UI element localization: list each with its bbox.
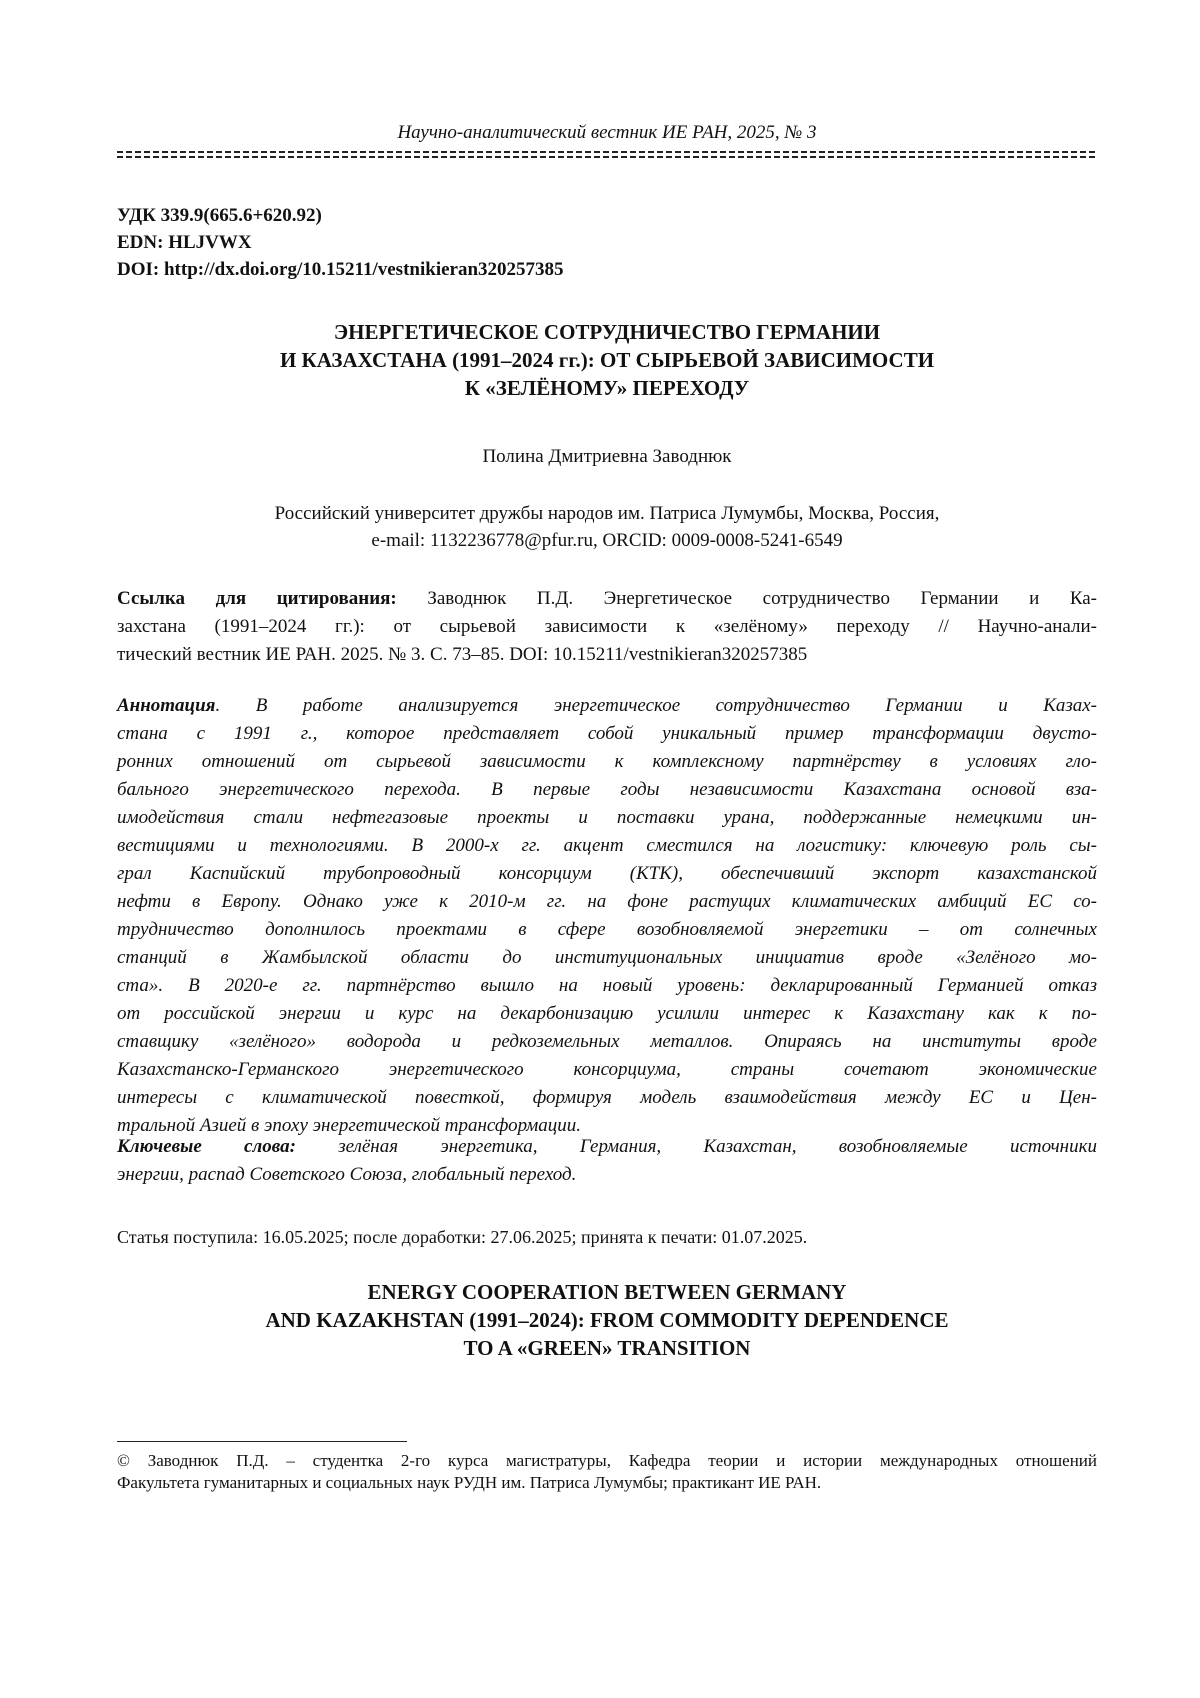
title-en-line: AND KAZAKHSTAN (1991–2024): FROM COMMODITY DEPENDENCE [265, 1308, 949, 1332]
citation-line: тический вестник ИЕ РАН. 2025. № 3. С. 73–85. DOI: 10.15211/vestnikieran320257385 [117, 644, 808, 665]
header-divider [117, 149, 1097, 161]
abstract-line: имодействия стали нефтегазовые проекты и поставки урана, поддержанные немецкими ин- [117, 807, 1097, 828]
abstract-line: ронних отношений от сырьевой зависимости к комплексному партнёрству в условиях гло- [117, 751, 1097, 772]
received-dates: Статья поступила: 16.05.2025; после доработки: 27.06.2025; принята к печати: 01.07.2025. [117, 1227, 808, 1247]
abstract-line: стана с 1991 г., которое представляет собой уникальный пример трансформации двусто- [117, 723, 1097, 744]
affiliation-line: Российский университет дружбы народов им. Патриса Лумумбы, Москва, Россия, [274, 503, 940, 524]
abstract-line: грал Каспийский трубопроводный консорциум (КТК), обеспечивший экспорт казахстанской [117, 863, 1097, 884]
abstract-line: от российской энергии и курс на декарбонизацию усилили интерес к Казахстану как к по- [117, 1003, 1097, 1024]
abstract-label: Аннотация [117, 695, 216, 716]
author-name: Полина Дмитриевна Заводнюк [482, 446, 732, 467]
article-meta [117, 202, 564, 283]
footnote-line: Факультета гуманитарных и социальных наук РУДН им. Патриса Лумумбы; практикант ИЕ РАН. [117, 1473, 822, 1492]
citation-block [117, 585, 1097, 669]
abstract-line: ставщику «зелёного» водорода и редкоземельных металлов. Опираясь на институты вроде [117, 1031, 1097, 1052]
keywords-block [117, 1133, 1097, 1189]
title-en-line: ENERGY COOPERATION BETWEEN GERMANY [367, 1280, 847, 1304]
citation-label: Ссылка для цитирования: [117, 588, 397, 609]
abstract-line: Аннотация. В работе анализируется энергетическое сотрудничество Германии и Казах- [117, 695, 1097, 716]
article-title-en [117, 1278, 1097, 1362]
title-ru-line: И КАЗАХСТАНА (1991–2024 гг.): ОТ СЫРЬЕВОЙ ЗАВИСИМОСТИ [279, 348, 935, 372]
abstract-block [117, 692, 1097, 1140]
citation-line: захстана (1991–2024 гг.): от сырьевой зависимости к «зелёному» переходу // Научно-анали- [117, 616, 1097, 637]
abstract-line: Казахстанско-Германского энергетического консорциума, страны сочетают экономические [117, 1059, 1097, 1080]
author-affiliation [117, 500, 1097, 554]
doi-link[interactable]: DOI: http://dx.doi.org/10.15211/vestnikieran320257385 [117, 259, 564, 280]
abstract-line: ста». В 2020-е гг. партнёрство вышло на новый уровень: декларированный Германией отказ [117, 975, 1097, 996]
abstract-line: трудничество дополнилось проектами в сфере возобновляемой энергетики – от солнечных [117, 919, 1097, 940]
footnote [117, 1450, 1097, 1494]
title-en-line: TO A «GREEN» TRANSITION [463, 1336, 751, 1360]
abstract-line: интересы с климатической повесткой, формируя модель взаимодействия между ЕС и Цен- [117, 1087, 1097, 1108]
affiliation-contacts: e-mail: 1132236778@pfur.ru, ORCID: 0009-0008-5241-6549 [371, 530, 843, 551]
running-header: Научно-аналитический вестник ИЕ РАН, 2025, № 3 [397, 122, 817, 143]
abstract-line: станций в Жамбылской области до институциональных инициатив вроде «Зелёного мо- [117, 947, 1097, 968]
abstract-line: вестициями и технологиями. В 2000-х гг. акцент сместился на логистику: ключевую роль сы- [117, 835, 1097, 856]
footnote-divider [117, 1441, 407, 1442]
abstract-line: нефти в Европу. Однако уже к 2010-м гг. на фоне растущих климатических амбиций ЕС со- [117, 891, 1097, 912]
edn-code: EDN: HLJVWX [117, 232, 252, 253]
abstract-line: бального энергетического перехода. В первые годы независимости Казахстана основой вза- [117, 779, 1097, 800]
keywords-label: Ключевые слова: [117, 1136, 296, 1157]
citation-line: Ссылка для цитирования: Заводнюк П.Д. Энергетическое сотрудничество Германии и Ка- [117, 588, 1098, 609]
keywords-line: энергии, распад Советского Союза, глобальный переход. [117, 1164, 577, 1185]
article-title-ru [117, 318, 1097, 402]
abstract-line: тральной Азией в эпоху энергетической трансформации. [117, 1115, 582, 1136]
title-ru-line: ЭНЕРГЕТИЧЕСКОЕ СОТРУДНИЧЕСТВО ГЕРМАНИИ [333, 320, 881, 344]
keywords-line: Ключевые слова: зелёная энергетика, Германия, Казахстан, возобновляемые источники [117, 1136, 1097, 1157]
title-ru-line: К «ЗЕЛЁНОМУ» ПЕРЕХОДУ [464, 376, 750, 400]
footnote-line: © Заводнюк П.Д. – студентка 2-го курса магистратуры, Кафедра теории и истории международных отношений [117, 1451, 1097, 1470]
udk-code: УДК 339.9(665.6+620.92) [117, 205, 322, 226]
